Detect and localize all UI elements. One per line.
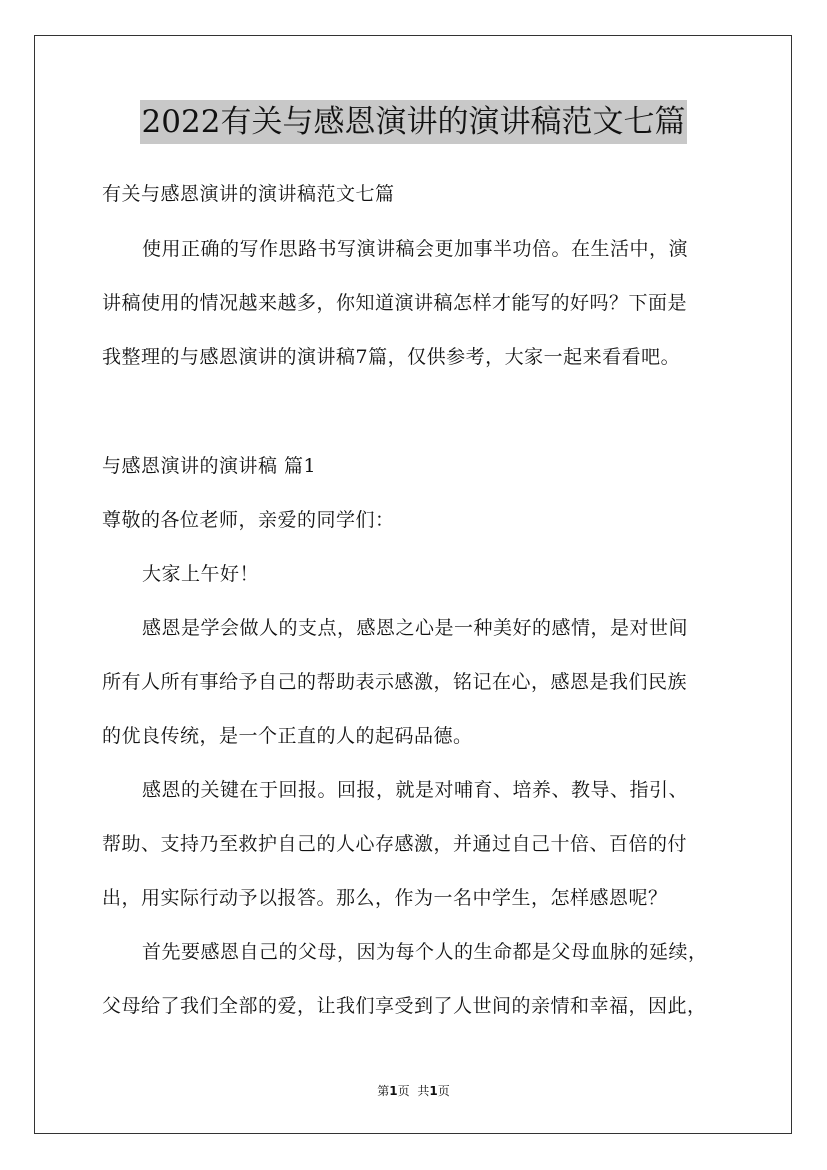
total-unit: 页: [437, 1084, 450, 1098]
paragraph-line: 我整理的与感恩演讲的演讲稿7篇，仅供参考，大家一起来看看吧。: [102, 346, 681, 368]
paragraph-line: 讲稿使用的情况越来越多，你知道演讲稿怎样才能写的好吗？下面是: [102, 292, 688, 314]
page-current: 1: [389, 1084, 398, 1098]
section-heading: 与感恩演讲的演讲稿 篇1: [102, 455, 317, 477]
paragraph-line: 所有人所有事给予自己的帮助表示感激，铭记在心，感恩是我们民族: [102, 671, 688, 693]
page-footer: [0, 1083, 827, 1099]
paragraph-line: 感恩的关键在于回报。回报，就是对哺育、培养、教导、指引、: [142, 779, 689, 801]
document-title-text: 2022有关与感恩演讲的演讲稿范文七篇: [140, 100, 688, 144]
page-total: 1: [429, 1084, 438, 1098]
paragraph-line: 出，用实际行动予以报答。那么，作为一名中学生，怎样感恩呢？: [102, 887, 668, 909]
paragraph-line: 的优良传统，是一个正直的人的起码品德。: [102, 725, 473, 747]
paragraph-line: 父母给了我们全部的爱，让我们享受到了人世间的亲情和幸福，因此，: [102, 995, 707, 1017]
salutation: 尊敬的各位老师，亲爱的同学们：: [102, 509, 395, 531]
paragraph-line: 使用正确的写作思路书写演讲稿会更加事半功倍。在生活中，演: [142, 238, 689, 260]
total-prefix: 共: [417, 1084, 430, 1098]
page-unit: 页: [397, 1084, 410, 1098]
greeting: 大家上午好！: [142, 563, 260, 585]
subtitle: 有关与感恩演讲的演讲稿范文七篇: [102, 183, 395, 205]
paragraph-line: 首先要感恩自己的父母，因为每个人的生命都是父母血脉的延续，: [142, 941, 708, 963]
page-prefix: 第: [377, 1084, 390, 1098]
document-title: [0, 100, 827, 144]
paragraph-line: 帮助、支持乃至救护自己的人心存感激，并通过自己十倍、百倍的付: [102, 833, 688, 855]
paragraph-line: 感恩是学会做人的支点，感恩之心是一种美好的感情，是对世间: [142, 617, 689, 639]
